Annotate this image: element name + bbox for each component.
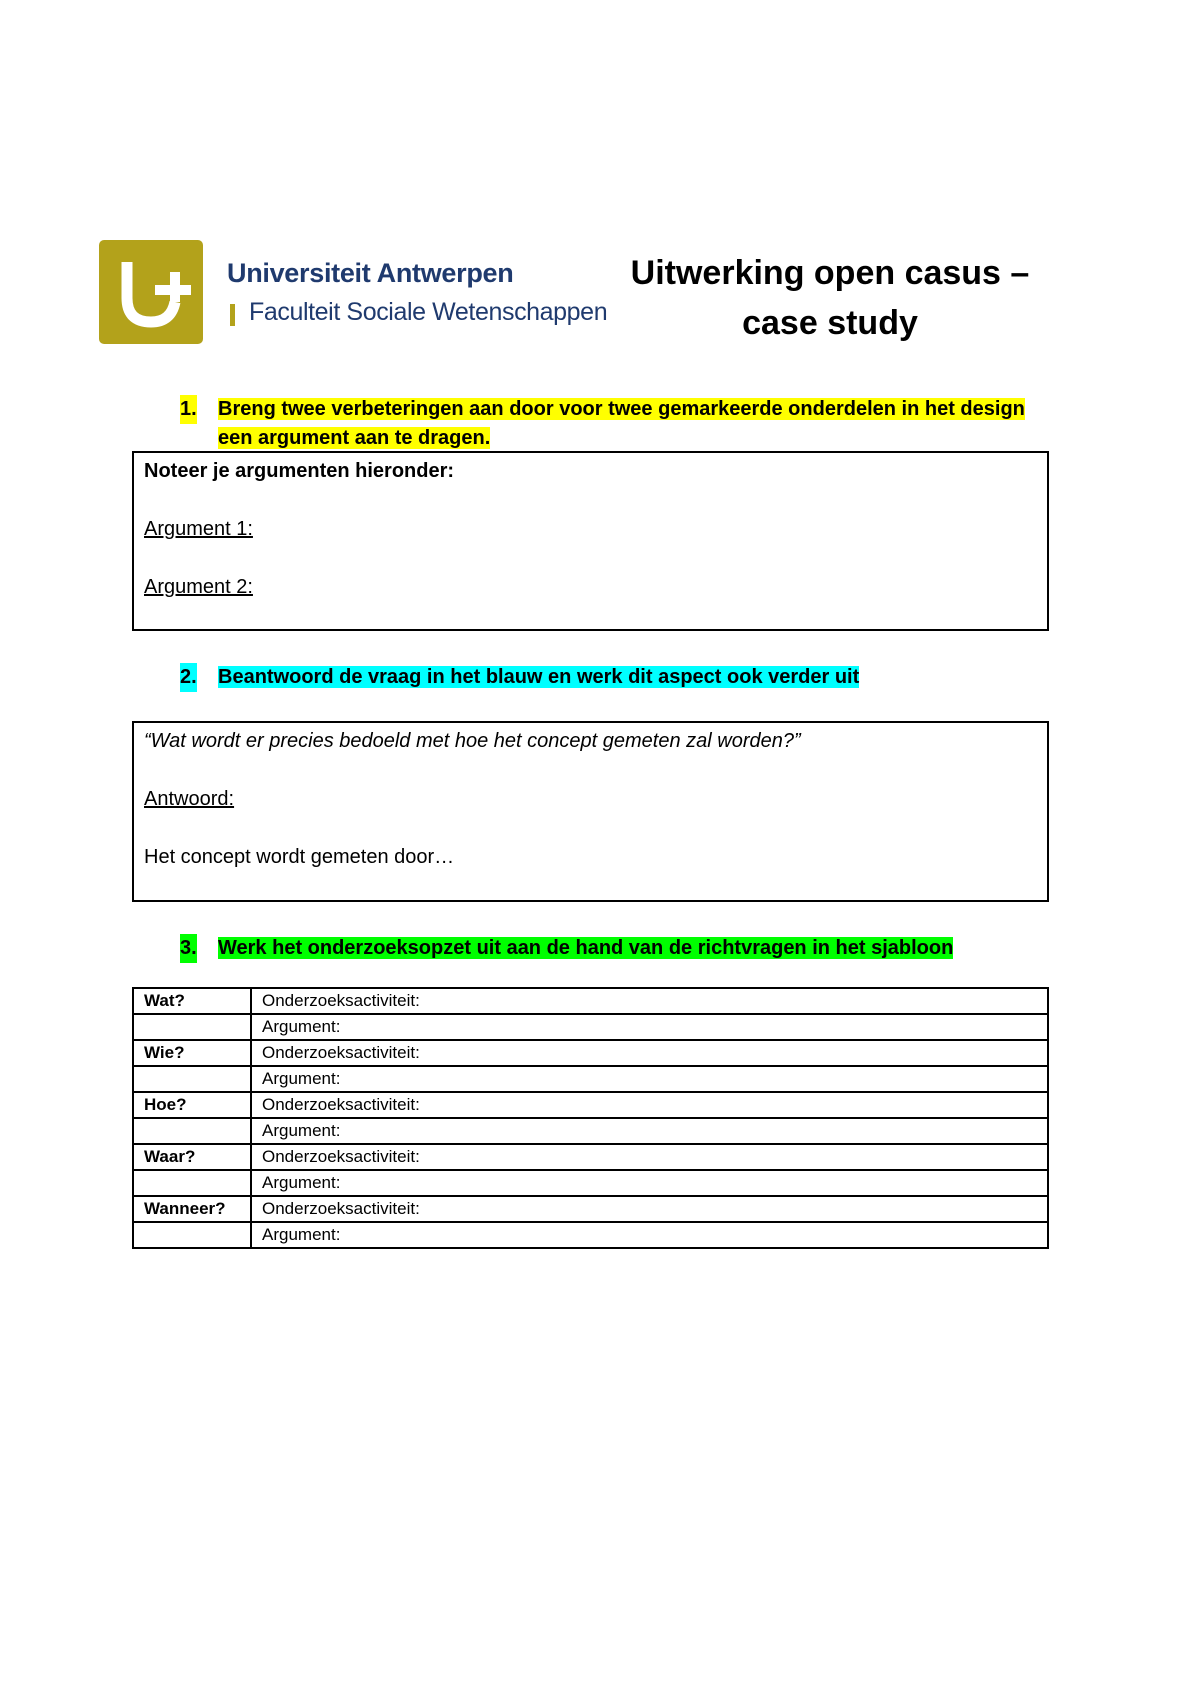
row-label-wat: Wat?	[133, 988, 251, 1014]
activity-cell[interactable]: Onderzoeksactiviteit:	[251, 1092, 1048, 1118]
question-1	[180, 395, 1050, 453]
document-title	[610, 248, 1050, 348]
question-3-number: 3.	[180, 934, 197, 963]
argument-answer-box[interactable]	[132, 451, 1049, 631]
activity-cell[interactable]: Onderzoeksactiviteit:	[251, 1040, 1048, 1066]
table-row	[133, 1040, 1048, 1066]
faculty-name: Faculteit Sociale Wetenschappen	[249, 298, 608, 326]
activity-cell[interactable]: Onderzoeksactiviteit:	[251, 988, 1048, 1014]
activity-cell[interactable]: Onderzoeksactiviteit:	[251, 1144, 1048, 1170]
document-title-line1: Uitwerking open casus –	[630, 254, 1030, 292]
document-title-line2: case study	[742, 304, 918, 342]
argument-cell[interactable]: Argument:	[251, 1170, 1048, 1196]
question-2-text: Beantwoord de vraag in het blauw en werk dit aspect ook verder uit	[218, 666, 860, 688]
empty-cell	[133, 1066, 251, 1092]
empty-cell	[133, 1118, 251, 1144]
research-design-table	[132, 987, 1049, 1249]
answer-text: Het concept wordt gemeten door…	[144, 846, 455, 868]
table-row	[133, 1066, 1048, 1092]
question-3-text: Werk het onderzoeksopzet uit aan de hand van de richtvragen in het sjabloon	[218, 937, 954, 959]
answer-label: Antwoord:	[144, 788, 235, 810]
table-row	[133, 988, 1048, 1014]
question-1-text: Breng twee verbeteringen aan door voor twee gemarkeerde onderdelen in het design een argument aan te dragen.	[218, 398, 1025, 449]
argument-cell[interactable]: Argument:	[251, 1014, 1048, 1040]
argument-2-label: Argument 2:	[144, 576, 253, 598]
table-row	[133, 1222, 1048, 1248]
table-row	[133, 1144, 1048, 1170]
argument-cell[interactable]: Argument:	[251, 1066, 1048, 1092]
university-logo	[99, 240, 608, 344]
argument-instruction: Noteer je argumenten hieronder:	[144, 460, 455, 482]
empty-cell	[133, 1222, 251, 1248]
logo-divider	[230, 304, 235, 326]
table-row	[133, 1092, 1048, 1118]
university-name: Universiteit Antwerpen	[227, 258, 514, 288]
table-row	[133, 1170, 1048, 1196]
activity-cell[interactable]: Onderzoeksactiviteit:	[251, 1196, 1048, 1222]
empty-cell	[133, 1170, 251, 1196]
question-3	[180, 934, 1050, 963]
empty-cell	[133, 1014, 251, 1040]
row-label-wanneer: Wanneer?	[133, 1196, 251, 1222]
university-logo-icon	[99, 240, 203, 344]
argument-1-label: Argument 1:	[144, 518, 253, 540]
answer-box[interactable]	[132, 721, 1049, 902]
row-label-wie: Wie?	[133, 1040, 251, 1066]
question-2-number: 2.	[180, 663, 197, 692]
row-label-hoe: Hoe?	[133, 1092, 251, 1118]
blue-question-quote: “Wat wordt er precies bedoeld met hoe het concept gemeten zal worden?”	[144, 730, 801, 752]
table-row	[133, 1196, 1048, 1222]
question-2	[180, 663, 1050, 692]
argument-cell[interactable]: Argument:	[251, 1222, 1048, 1248]
table-row	[133, 1014, 1048, 1040]
argument-cell[interactable]: Argument:	[251, 1118, 1048, 1144]
row-label-waar: Waar?	[133, 1144, 251, 1170]
table-row	[133, 1118, 1048, 1144]
question-1-number: 1.	[180, 395, 197, 424]
